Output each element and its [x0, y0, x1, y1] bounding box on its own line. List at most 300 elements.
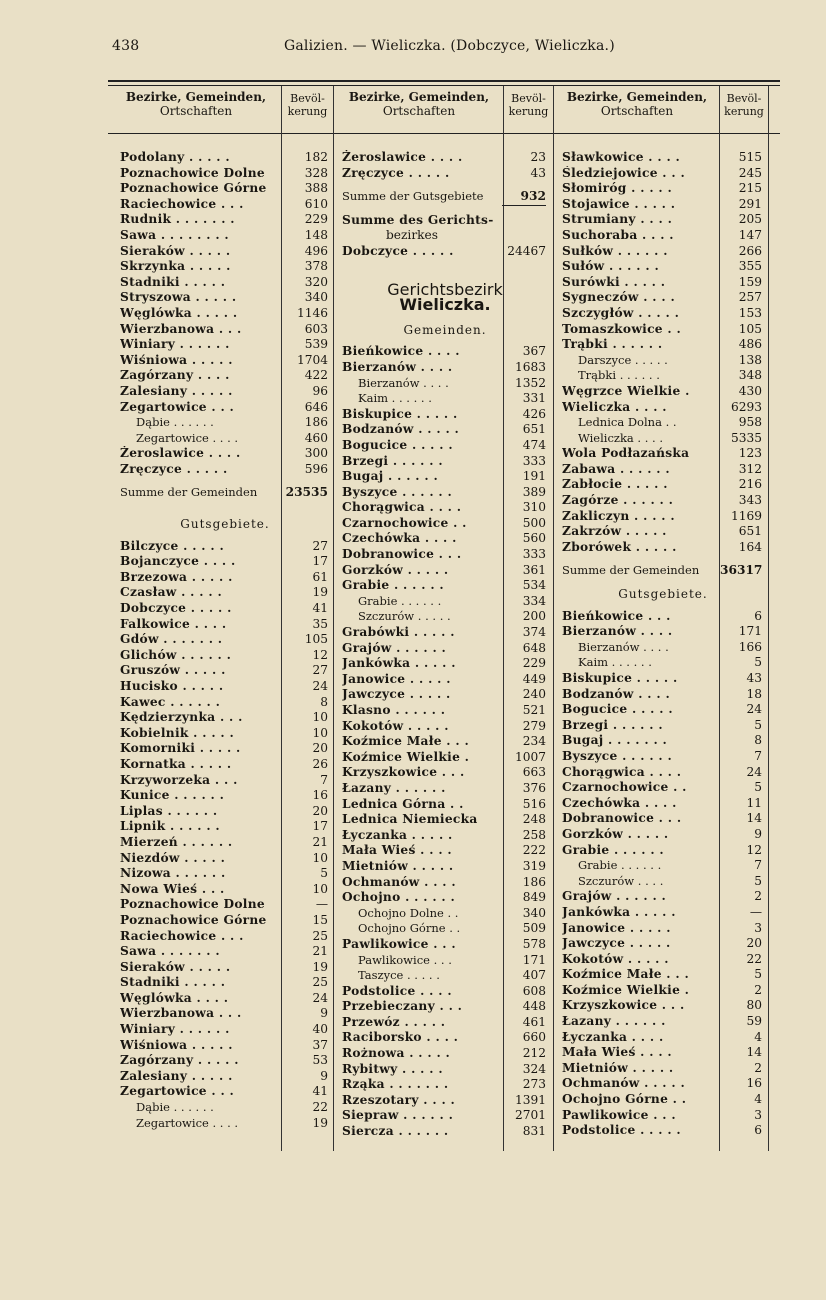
entry-row: [120, 601, 330, 617]
place-name: Podstolice . . . .: [342, 983, 452, 998]
population-value: 3: [754, 1107, 762, 1122]
place-name: Niezdów . . . . .: [120, 850, 226, 865]
population-value: 222: [522, 843, 546, 858]
spacer: [562, 555, 764, 563]
population-value: 340: [522, 905, 546, 920]
entry-row: [342, 422, 548, 438]
place-name: Kędzierzynka . . .: [120, 710, 243, 725]
place-name: Żeroslawice . . . .: [342, 150, 463, 164]
entry-row: [120, 228, 330, 244]
spacer: [342, 181, 548, 189]
population-value: 331: [522, 391, 546, 406]
place-name: Czechówka . . . .: [562, 795, 677, 810]
sub-entry-row: [342, 906, 548, 922]
place-name: Podolany . . . . .: [120, 150, 230, 164]
population-value: 333: [522, 547, 546, 562]
sub-entry-row: [342, 921, 548, 937]
place-name: Lednica Górna . .: [342, 796, 464, 811]
entry-row: [562, 197, 764, 213]
sub-entry-row: [342, 376, 548, 392]
population-value: 389: [522, 484, 546, 499]
entry-row: [342, 1124, 548, 1140]
population-value: 324: [522, 1061, 546, 1076]
entry-row: [342, 765, 548, 781]
entry-row: [342, 166, 548, 182]
place-name: Bieńkowice . . . .: [342, 344, 460, 359]
entry-row: [342, 531, 548, 547]
entry-row: [562, 400, 764, 416]
place-name: Winiary . . . . . .: [120, 1022, 230, 1037]
sub-entry-row: [120, 1100, 330, 1116]
entry-row: [562, 1092, 764, 1108]
entry-row: [120, 819, 330, 835]
population-value: 9: [754, 826, 762, 841]
population-value: 334: [522, 593, 546, 608]
population-value: 578: [522, 936, 546, 951]
section-heading: [120, 517, 330, 533]
place-name: Chorągwica . . . .: [342, 500, 462, 515]
population-value: 216: [738, 477, 762, 492]
section-heading: [562, 587, 764, 603]
population-value: 3: [754, 920, 762, 935]
population-value: 660: [522, 1030, 546, 1045]
population-value: 509: [522, 921, 546, 936]
population-value: 123: [738, 446, 762, 461]
entry-row: [120, 944, 330, 960]
entry-row: [562, 477, 764, 493]
place-name: Winiary . . . . . .: [120, 337, 230, 352]
sub-entry-row: [562, 640, 764, 656]
place-name: Taszyce . . . . .: [358, 968, 440, 983]
entry-row: [562, 952, 764, 968]
entry-row: [562, 1123, 764, 1139]
population-value: 258: [522, 827, 546, 842]
place-name: Jawczyce . . . . .: [342, 687, 451, 702]
population-value: 534: [522, 578, 546, 593]
entry-row: [342, 781, 548, 797]
population-value: 24467: [507, 243, 546, 258]
population-value: 212: [522, 1046, 546, 1061]
place-name: Kokotów . . . . .: [342, 718, 449, 733]
place-name: Ochojno Górne . .: [562, 1092, 687, 1107]
place-name: Czasław . . . . .: [120, 585, 222, 600]
sub-entry-row: [562, 368, 764, 384]
entry-row: [342, 1108, 548, 1124]
place-name: Darszyce . . . . .: [578, 352, 668, 367]
population-value: 1391: [514, 1092, 546, 1107]
population-value: 245: [738, 165, 762, 180]
population-value: 105: [304, 632, 328, 647]
population-value: 596: [304, 461, 328, 476]
entry-row: [120, 1053, 330, 1069]
place-name: Czarnochowice . .: [342, 515, 467, 530]
header-label: Bevöl-: [726, 92, 762, 105]
population-value: 248: [522, 812, 546, 827]
population-value: 35: [312, 616, 328, 631]
population-value: 461: [522, 1014, 546, 1029]
place-name: Poznachowice Dolne: [120, 165, 265, 180]
population-value: 430: [738, 383, 762, 398]
population-value: 147: [738, 227, 762, 242]
place-name: Sławkowice . . . .: [562, 150, 681, 164]
place-name: Mierzeń . . . . . .: [120, 834, 233, 849]
entry-row: [120, 353, 330, 369]
population-value: 27: [312, 538, 328, 553]
column-2-list: [342, 150, 548, 1140]
population-value: 40: [312, 1022, 328, 1037]
population-value: 23: [530, 150, 546, 164]
entry-row: [562, 540, 764, 556]
place-name: Podstolice . . . . .: [562, 1123, 681, 1138]
population-value: 521: [522, 703, 546, 717]
place-name: Stryszowa . . . . .: [120, 290, 237, 305]
place-name: Kornatka . . . . .: [120, 756, 232, 771]
place-name: Zagórzany . . . .: [120, 368, 230, 383]
entry-row: [562, 765, 764, 781]
entry-row: [120, 337, 330, 353]
place-name: Nizowa . . . . . .: [120, 866, 226, 881]
spacer: [120, 501, 330, 517]
entry-row: [120, 710, 330, 726]
population-value: 1007: [514, 749, 546, 764]
population-value: 486: [738, 337, 762, 352]
section-heading: [342, 323, 548, 339]
place-name: Skrzynka . . . . .: [120, 259, 231, 274]
place-name: Rząka . . . . . . .: [342, 1077, 449, 1092]
place-name: Węgrzce Wielkie .: [562, 383, 690, 398]
population-value: 340: [304, 290, 328, 305]
entry-row: [120, 663, 330, 679]
section-label: Gutsgebiete.: [618, 587, 708, 602]
place-name: Lednica Niemiecka: [342, 812, 478, 827]
place-name: Koźmice Wielkie .: [342, 749, 470, 764]
population-value: 20: [312, 741, 328, 756]
population-value: 171: [522, 952, 546, 967]
place-name: Mała Wieś . . . .: [342, 843, 452, 858]
entry-row: [120, 960, 330, 976]
place-name: Summe der Gemeinden: [562, 563, 700, 578]
place-name: Węglówka . . . . .: [120, 305, 238, 320]
population-value: 41: [312, 601, 328, 616]
population-value: 171: [738, 624, 762, 639]
place-name: Łazany . . . . . .: [562, 1014, 666, 1029]
place-name: Liplas . . . . . .: [120, 803, 218, 818]
place-name: Krzyszkowice . . .: [342, 765, 465, 780]
population-value: 22: [312, 1100, 328, 1115]
place-name: Summe des Gerichts-: [342, 212, 494, 227]
place-name: Bierzanów . . . .: [342, 359, 453, 374]
entry-row: [562, 1061, 764, 1077]
entry-row: [120, 1006, 330, 1022]
sub-entry-row: [562, 858, 764, 874]
sub-entry-row: [120, 1116, 330, 1132]
population-value: 10: [312, 710, 328, 725]
entry-row: [120, 197, 330, 213]
entry-row: [342, 641, 548, 657]
place-name: Ochmanów . . . . .: [562, 1076, 686, 1091]
population-value: 8: [320, 694, 328, 709]
column-header-population-2: [504, 92, 553, 118]
entry-row: [562, 827, 764, 843]
entry-row: [342, 890, 548, 906]
place-name: Koźmice Wielkie .: [562, 982, 690, 997]
entry-row: [342, 500, 548, 516]
column-divider: [768, 86, 769, 1151]
district-title: [342, 279, 548, 315]
place-name: bezirkes: [386, 228, 439, 243]
sub-entry-row: [562, 874, 764, 890]
entry-row: [120, 368, 330, 384]
place-name: Poznachowice Górne: [120, 912, 267, 927]
place-name: Raciechowice . . .: [120, 196, 244, 211]
population-value: 310: [522, 500, 546, 515]
population-value: 17: [312, 554, 328, 569]
population-value: 849: [522, 890, 546, 905]
population-value: 14: [746, 1045, 762, 1060]
place-name: Grabie . . . . . .: [358, 593, 442, 608]
place-name: Gruszów . . . . .: [120, 663, 226, 678]
entry-row: [120, 991, 330, 1007]
entry-row: [120, 539, 330, 555]
place-name: Poznachowice Dolne: [120, 897, 265, 912]
place-name: Szczurów . . . .: [578, 873, 664, 888]
place-name: Bugaj . . . . . .: [342, 469, 439, 484]
place-name: Zręczyce . . . . .: [342, 165, 450, 180]
place-name: Pawlikowice . . .: [358, 952, 452, 967]
population-value: 229: [522, 656, 546, 671]
place-name: Dobranowice . . .: [342, 547, 462, 562]
entry-row: [120, 648, 330, 664]
population-value: 5: [754, 873, 762, 888]
place-name: Klasno . . . . . .: [342, 703, 446, 717]
place-name: Dąbie . . . . . .: [136, 1100, 214, 1115]
place-name: Grabie . . . . . .: [578, 858, 662, 873]
entry-row: [562, 212, 764, 228]
population-value: 12: [746, 842, 762, 857]
entry-row: [120, 462, 330, 478]
section-label: Gemeinden.: [403, 322, 487, 337]
entry-row: [342, 1093, 548, 1109]
entry-row: [562, 509, 764, 525]
column-3-list: [562, 150, 764, 1139]
entry-row: [562, 228, 764, 244]
population-value: 5: [754, 655, 762, 670]
entry-row: [562, 687, 764, 703]
population-value: 932: [502, 189, 546, 206]
population-value: 5: [754, 717, 762, 732]
entry-row: [342, 875, 548, 891]
population-value: 27: [312, 663, 328, 678]
place-name: Zagórze . . . . . .: [562, 493, 674, 508]
population-value: 6: [754, 1123, 762, 1138]
entry-row: [120, 275, 330, 291]
entry-row: [562, 811, 764, 827]
entry-row: [120, 322, 330, 338]
entry-row: [120, 1022, 330, 1038]
entry-row: [342, 213, 548, 229]
population-value: 448: [522, 999, 546, 1014]
population-value: 215: [738, 181, 762, 196]
place-name: Stadniki . . . . .: [120, 975, 226, 990]
entry-row: [562, 290, 764, 306]
place-name: Zegartowice . . .: [120, 399, 235, 414]
population-value: 229: [304, 212, 328, 227]
entry-row: [562, 843, 764, 859]
place-name: Zegartowice . . . .: [136, 1115, 239, 1130]
entry-row: [120, 570, 330, 586]
header-sublabel: Ortschaften: [159, 104, 233, 118]
population-value: 388: [304, 181, 328, 196]
entry-row: [120, 212, 330, 228]
population-value: 200: [522, 609, 546, 624]
population-value: 646: [304, 399, 328, 414]
entry-row: [562, 244, 764, 260]
population-value: 6: [754, 608, 762, 623]
population-value: 367: [522, 344, 546, 359]
place-name: Janowice . . . . .: [562, 920, 671, 935]
place-name: Pawlikowice . . .: [342, 936, 456, 951]
population-value: —: [315, 897, 328, 912]
entry-row: [120, 617, 330, 633]
place-name: Łyczanka . . . . .: [342, 827, 453, 842]
population-value: 26: [312, 756, 328, 771]
entry-row: [562, 624, 764, 640]
column-divider: [553, 86, 554, 1151]
entry-row: [342, 228, 548, 244]
place-name: Kokotów . . . . .: [562, 951, 669, 966]
population-value: 496: [304, 243, 328, 258]
entry-row: [342, 1062, 548, 1078]
header-sublabel: kerung: [724, 105, 764, 118]
place-name: Zalesiany . . . . .: [120, 1068, 233, 1083]
population-value: 333: [522, 453, 546, 468]
place-name: Łazany . . . . . .: [342, 780, 446, 795]
entry-row: [342, 843, 548, 859]
entry-row: [342, 734, 548, 750]
entry-row: [562, 718, 764, 734]
entry-row: [562, 181, 764, 197]
place-name: Szczurów . . . . .: [358, 609, 451, 624]
header-sublabel: kerung: [287, 105, 328, 118]
place-name: Poznachowice Górne: [120, 181, 267, 196]
place-name: Jawczyce . . . . .: [562, 936, 671, 951]
place-name: Wierzbanowa . . .: [120, 1006, 242, 1021]
entry-row: [562, 1030, 764, 1046]
entry-row: [342, 1077, 548, 1093]
place-name: Dobczyce . . . . .: [342, 243, 454, 258]
sub-entry-row: [562, 415, 764, 431]
place-name: Zabawa . . . . . .: [562, 461, 670, 476]
population-value: 426: [522, 406, 546, 421]
entry-row: [342, 1046, 548, 1062]
place-name: Brzezowa . . . . .: [120, 569, 233, 584]
place-name: Szczygłów . . . . .: [562, 305, 680, 320]
entry-row: [120, 929, 330, 945]
entry-row: [342, 828, 548, 844]
population-value: 16: [746, 1076, 762, 1091]
population-value: 648: [522, 640, 546, 655]
population-value: 1146: [296, 305, 328, 320]
population-value: 234: [522, 734, 546, 749]
place-name: Żeroslawice . . . .: [120, 446, 241, 461]
population-value: 460: [304, 430, 328, 445]
place-name: Zręczyce . . . . .: [120, 461, 228, 476]
population-value: 312: [738, 461, 762, 476]
place-name: Dąbie . . . . . .: [136, 415, 214, 430]
place-name: Trąbki . . . . . .: [562, 337, 663, 352]
place-name: Śledziejowice . . .: [562, 165, 686, 180]
entry-row: [120, 882, 330, 898]
population-value: 15: [312, 912, 328, 927]
place-name: Kaim . . . . . .: [358, 391, 432, 406]
entry-row: [562, 524, 764, 540]
population-value: 53: [312, 1053, 328, 1068]
entry-row: [562, 702, 764, 718]
entry-row: [342, 672, 548, 688]
place-name: Bierzanów . . . .: [358, 375, 449, 390]
entry-row: [562, 1014, 764, 1030]
place-name: Mietniów . . . . .: [562, 1060, 674, 1075]
header-label: Bevöl-: [290, 92, 325, 105]
population-value: 5335: [730, 430, 762, 445]
population-value: 22: [746, 951, 762, 966]
entry-row: [562, 936, 764, 952]
population-value: 5: [754, 780, 762, 795]
population-value: 7: [754, 858, 762, 873]
place-name: Gorzków . . . . .: [342, 562, 449, 577]
population-value: 25: [312, 975, 328, 990]
entry-row: [562, 671, 764, 687]
entry-row: [342, 244, 548, 260]
place-name: Wieliczka . . . .: [578, 430, 664, 445]
entry-row: [342, 1030, 548, 1046]
population-value: 16: [312, 788, 328, 803]
population-value: 4: [754, 1092, 762, 1107]
entry-row: [342, 150, 548, 166]
place-name: Bierzanów . . . .: [562, 624, 673, 639]
population-value: 407: [522, 968, 546, 983]
place-name: Siercza . . . . . .: [342, 1124, 449, 1139]
place-name: Rybitwy . . . . .: [342, 1061, 443, 1076]
entry-row: [342, 687, 548, 703]
entry-row: [342, 999, 548, 1015]
population-value: 10: [312, 850, 328, 865]
population-value: 17: [312, 819, 328, 834]
population-value: 2: [754, 982, 762, 997]
entry-row: [342, 516, 548, 532]
population-value: 1169: [730, 508, 762, 523]
population-value: 516: [522, 796, 546, 811]
population-value: 80: [746, 998, 762, 1013]
place-name: Bodzanów . . . . .: [342, 422, 460, 437]
population-value: 14: [746, 811, 762, 826]
entry-row: [562, 1045, 764, 1061]
place-name: Summe der Gutsgebiete: [342, 189, 484, 204]
place-name: Rzeszotary . . . .: [342, 1092, 456, 1107]
place-name: Sieraków . . . . .: [120, 243, 231, 258]
sub-entry-row: [342, 609, 548, 625]
population-value: 138: [738, 352, 762, 367]
population-value: 41: [312, 1084, 328, 1099]
population-value: 18: [746, 686, 762, 701]
place-name: Dobczyce . . . . .: [120, 601, 232, 616]
entry-row: [562, 150, 764, 166]
place-name: Krzyszkowice . . .: [562, 998, 685, 1013]
place-name: Czarnochowice . .: [562, 780, 687, 795]
entry-row: [342, 750, 548, 766]
population-value: 43: [746, 671, 762, 685]
population-value: 361: [522, 562, 546, 577]
